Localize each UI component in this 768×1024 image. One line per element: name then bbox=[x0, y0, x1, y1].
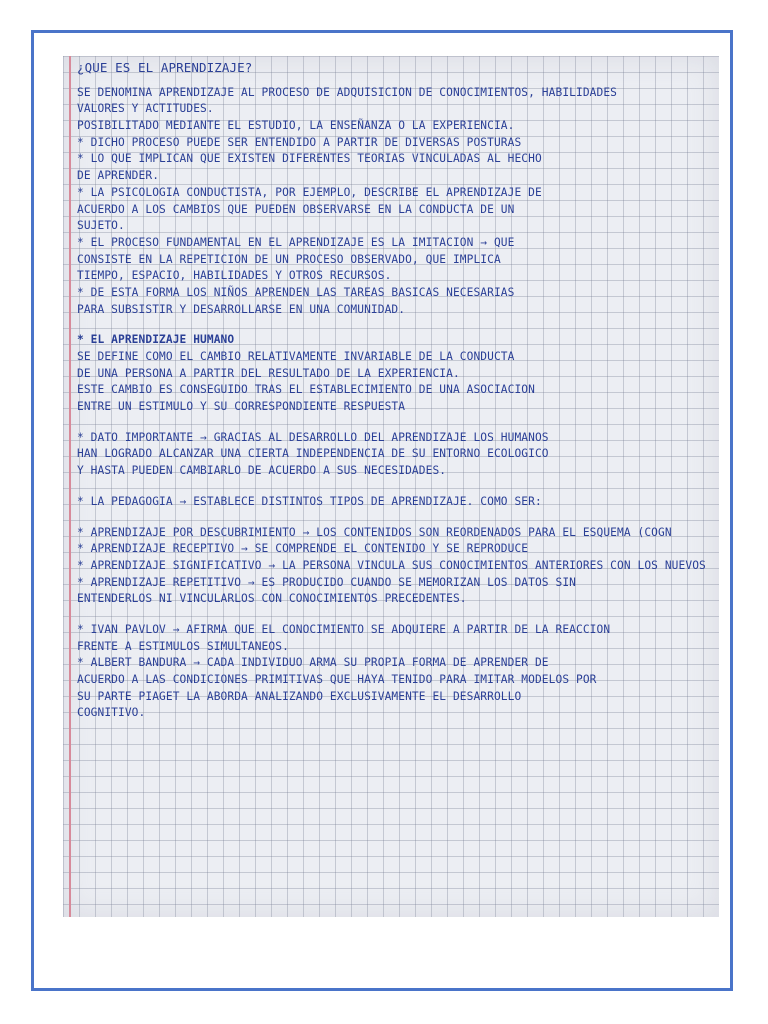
note-line: * APRENDIZAJE SIGNIFICATIVO → LA PERSONA VINCULA SUS CONOCIMIENTOS ANTERIORES CON LOS NUEVOS bbox=[77, 558, 706, 572]
note-line: DE APRENDER. bbox=[77, 169, 160, 183]
note-line: * DE ESTA FORMA LOS NIÑOS APRENDEN LAS TAREAS BASICAS NECESARIAS bbox=[77, 285, 515, 299]
note-line: SE DEFINE COMO EL CAMBIO RELATIVAMENTE INVARIABLE DE LA CONDUCTA bbox=[77, 350, 515, 363]
note-line: * LA PSICOLOGIA CONDUCTISTA, POR EJEMPLO, DESCRIBE EL APRENDIZAJE DE bbox=[77, 185, 542, 199]
note-line: * EL PROCESO FUNDAMENTAL EN EL APRENDIZAJE ES LA IMITACION → QUE bbox=[77, 235, 515, 249]
handwritten-notes bbox=[77, 60, 715, 722]
note-line: * DATO IMPORTANTE → GRACIAS AL DESARROLLO DEL APRENDIZAJE LOS HUMANOS bbox=[77, 430, 549, 444]
notebook-sheet bbox=[63, 56, 719, 917]
note-line: * LO QUE IMPLICAN QUE EXISTEN DIFERENTES TEORIAS VINCULADAS AL HECHO bbox=[77, 152, 542, 166]
note-line: SE DENOMINA APRENDIZAJE AL PROCESO DE ADQUISICION DE CONOCIMIENTOS, HABILIDADES bbox=[77, 85, 617, 99]
note-line: * DICHO PROCESO PUEDE SER ENTENDIDO A PARTIR DE DIVERSAS POSTURAS bbox=[77, 135, 522, 149]
note-line: VALORES Y ACTITUDES. bbox=[77, 102, 214, 116]
note-line: SU PARTE PIAGET LA ABORDA ANALIZANDO EXCLUSIVAMENTE EL DESARROLLO bbox=[77, 689, 522, 703]
page-title: ¿QUE ES EL APRENDIZAJE? bbox=[77, 60, 253, 75]
note-line: DE UNA PERSONA A PARTIR DEL RESULTADO DE LA EXPERIENCIA. bbox=[77, 366, 460, 380]
section-heading: * LA PEDAGOGIA → ESTABLECE DISTINTOS TIPOS DE APRENDIZAJE. COMO SER: bbox=[77, 494, 542, 508]
note-line: TIEMPO, ESPACIO, HABILIDADES Y OTROS RECURSOS. bbox=[77, 269, 392, 283]
note-line: PARA SUBSISTIR Y DESARROLLARSE EN UNA COMUNIDAD. bbox=[77, 302, 406, 316]
note-line: * IVAN PAVLOV → AFIRMA QUE EL CONOCIMIENTO SE ADQUIERE A PARTIR DE LA REACCION bbox=[77, 622, 611, 636]
note-line: ACUERDO A LAS CONDICIONES PRIMITIVAS QUE HAYA TENIDO PARA IMITAR MODELOS POR bbox=[77, 673, 597, 686]
note-line: SUJETO. bbox=[77, 219, 125, 233]
note-line: ENTENDERLOS NI VINCULARLOS CON CONOCIMIENTOS PRECEDENTES. bbox=[77, 592, 467, 606]
note-line: HAN LOGRADO ALCANZAR UNA CIERTA INDEPENDENCIA DE SU ENTORNO ECOLOGICO bbox=[77, 447, 549, 461]
note-line: FRENTE A ESTIMULOS SIMULTANEOS. bbox=[77, 639, 289, 653]
note-line: ENTRE UN ESTIMULO Y SU CORRESPONDIENTE RESPUESTA bbox=[77, 400, 406, 414]
note-line: * APRENDIZAJE RECEPTIVO → SE COMPRENDE EL CONTENIDO Y SE REPRODUCE bbox=[77, 542, 529, 556]
note-line: ACUERDO A LOS CAMBIOS QUE PUEDEN OBSERVARSE EN LA CONDUCTA DE UN bbox=[77, 202, 515, 216]
note-line: Y HASTA PUEDEN CAMBIARLO DE ACUERDO A SUS NECESIDADES. bbox=[77, 464, 447, 478]
note-line: ESTE CAMBIO ES CONSEGUIDO TRAS EL ESTABLECIMIENTO DE UNA ASOCIACION bbox=[77, 383, 535, 397]
note-line: COGNITIVO. bbox=[77, 706, 146, 720]
margin-line bbox=[69, 56, 71, 917]
note-line: * APRENDIZAJE REPETITIVO → ES PRODUCIDO CUANDO SE MEMORIZAN LOS DATOS SIN bbox=[77, 575, 576, 589]
note-line: POSIBILITADO MEDIANTE EL ESTUDIO, LA ENSEÑANZA O LA EXPERIENCIA. bbox=[77, 119, 515, 133]
note-line: CONSISTE EN LA REPETICION DE UN PROCESO OBSERVADO, QUE IMPLICA bbox=[77, 252, 501, 266]
section-heading: * EL APRENDIZAJE HUMANO bbox=[77, 333, 235, 347]
note-line: * ALBERT BANDURA → CADA INDIVIDUO ARMA SU PROPIA FORMA DE APRENDER DE bbox=[77, 656, 549, 670]
note-line: * APRENDIZAJE POR DESCUBRIMIENTO → LOS CONTENIDOS SON REORDENADOS PARA EL ESQUEMA (COGN bbox=[77, 525, 672, 539]
